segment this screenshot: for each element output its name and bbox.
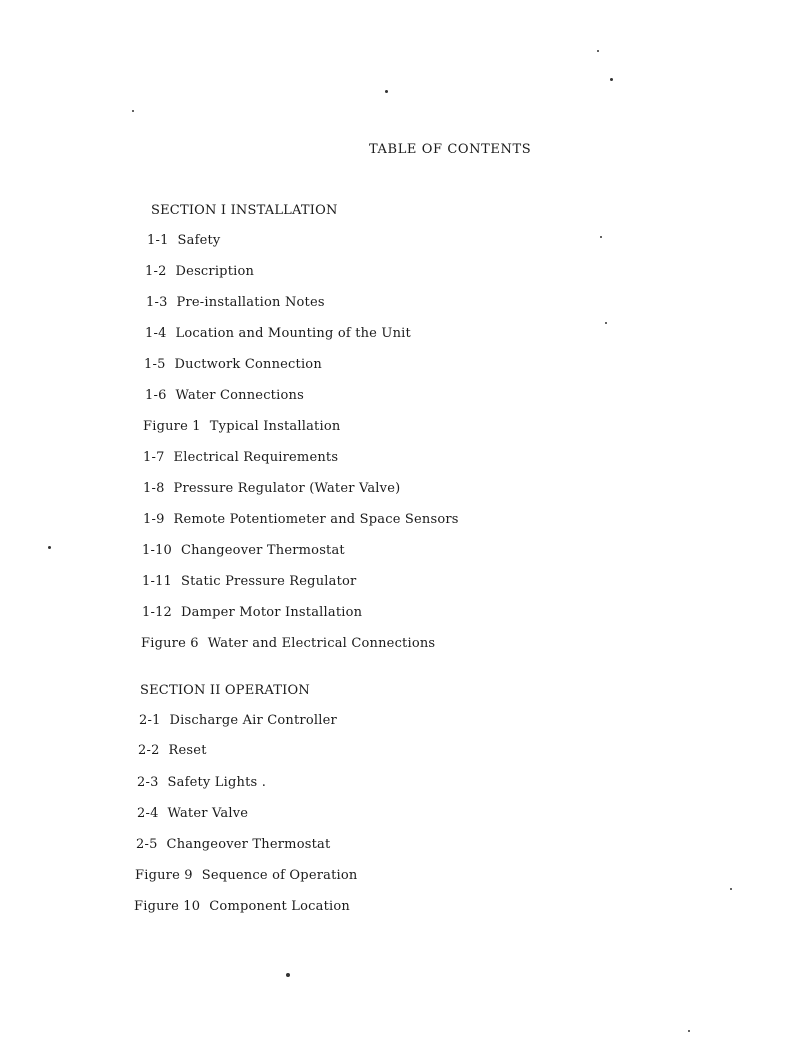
toc-entry-number: 2-1 (139, 713, 161, 728)
toc-entry-number: 1-1 (147, 233, 169, 248)
toc-entry (136, 837, 330, 852)
scan-speck (48, 546, 51, 549)
section-heading-installation: SECTION I INSTALLATION (151, 203, 338, 218)
toc-entry-number: 1-4 (145, 326, 167, 341)
toc-entry (137, 775, 266, 790)
toc-entry (142, 605, 362, 620)
scan-speck (286, 973, 290, 977)
toc-entry-title: Pressure Regulator (Water Valve) (173, 481, 401, 496)
toc-entry-number: Figure 1 (143, 419, 201, 434)
toc-entry-number: 2-3 (137, 775, 159, 790)
page-title: TABLE OF CONTENTS (369, 142, 532, 157)
toc-entry-number: 2-2 (138, 743, 160, 758)
toc-entry-title: Remote Potentiometer and Space Sensors (173, 512, 459, 527)
toc-entry-title: Ductwork Connection (174, 357, 322, 372)
toc-entry (145, 388, 304, 403)
toc-entry-number: 1-7 (143, 450, 165, 465)
toc-entry-title: Location and Mounting of the Unit (175, 326, 411, 341)
toc-entry-number: Figure 6 (141, 636, 199, 651)
toc-entry-number: 1-2 (145, 264, 167, 279)
toc-entry (142, 543, 345, 558)
toc-entry-title: Pre-installation Notes (176, 295, 325, 310)
toc-entry-title: Electrical Requirements (173, 450, 339, 465)
toc-entry-title: Safety Lights . (167, 775, 267, 790)
toc-entry-number: Figure 9 (135, 868, 193, 883)
toc-entry-title: Discharge Air Controller (169, 713, 337, 728)
toc-entry (137, 806, 248, 821)
toc-entry (138, 743, 207, 758)
toc-entry (144, 357, 322, 372)
toc-entry-title: Typical Installation (209, 419, 341, 434)
scan-speck (385, 90, 388, 93)
toc-entry-number: 1-11 (142, 574, 173, 589)
toc-entry (142, 574, 356, 589)
toc-entry (143, 450, 338, 465)
toc-entry-title: Changeover Thermostat (166, 837, 331, 852)
toc-entry-title: Safety (177, 233, 221, 248)
toc-entry-number: 1-12 (142, 605, 173, 620)
toc-figure-entry (134, 899, 350, 914)
toc-entry-title: Static Pressure Regulator (181, 574, 357, 589)
toc-entry-title: Water Valve (167, 806, 249, 821)
toc-entry-title: Description (175, 264, 255, 279)
toc-entry (145, 326, 411, 341)
toc-entry-number: 1-5 (144, 357, 166, 372)
toc-entry-number: 2-4 (137, 806, 159, 821)
toc-entry-number: 2-5 (136, 837, 158, 852)
toc-entry-title: Component Location (209, 899, 350, 914)
toc-entry-number: Figure 10 (134, 899, 201, 914)
toc-entry (146, 295, 325, 310)
toc-entry (147, 233, 220, 248)
scan-speck (730, 888, 732, 890)
toc-entry (139, 713, 337, 728)
section-heading-operation: SECTION II OPERATION (140, 683, 310, 698)
scan-speck (610, 78, 613, 81)
toc-entry-number: 1-3 (146, 295, 168, 310)
toc-entry-title: Changeover Thermostat (181, 543, 345, 558)
toc-entry-number: 1-10 (142, 543, 173, 558)
toc-figure-entry (141, 636, 435, 651)
toc-entry-title: Water and Electrical Connections (207, 636, 436, 651)
scan-speck (605, 322, 607, 324)
toc-entry-title: Damper Motor Installation (181, 605, 363, 620)
toc-entry-title: Sequence of Operation (201, 868, 358, 883)
toc-entry-title: Reset (168, 743, 207, 758)
toc-entry (143, 512, 459, 527)
toc-entry-number: 1-8 (143, 481, 165, 496)
scan-speck (132, 110, 134, 112)
toc-entry-number: 1-9 (143, 512, 165, 527)
scan-speck (597, 50, 599, 52)
toc-entry-number: 1-6 (145, 388, 167, 403)
scan-speck (600, 236, 602, 238)
toc-entry-title: Water Connections (175, 388, 304, 403)
toc-entry (145, 264, 254, 279)
toc-figure-entry (135, 868, 357, 883)
scan-speck (688, 1030, 690, 1032)
toc-entry (143, 481, 400, 496)
toc-figure-entry (143, 419, 340, 434)
